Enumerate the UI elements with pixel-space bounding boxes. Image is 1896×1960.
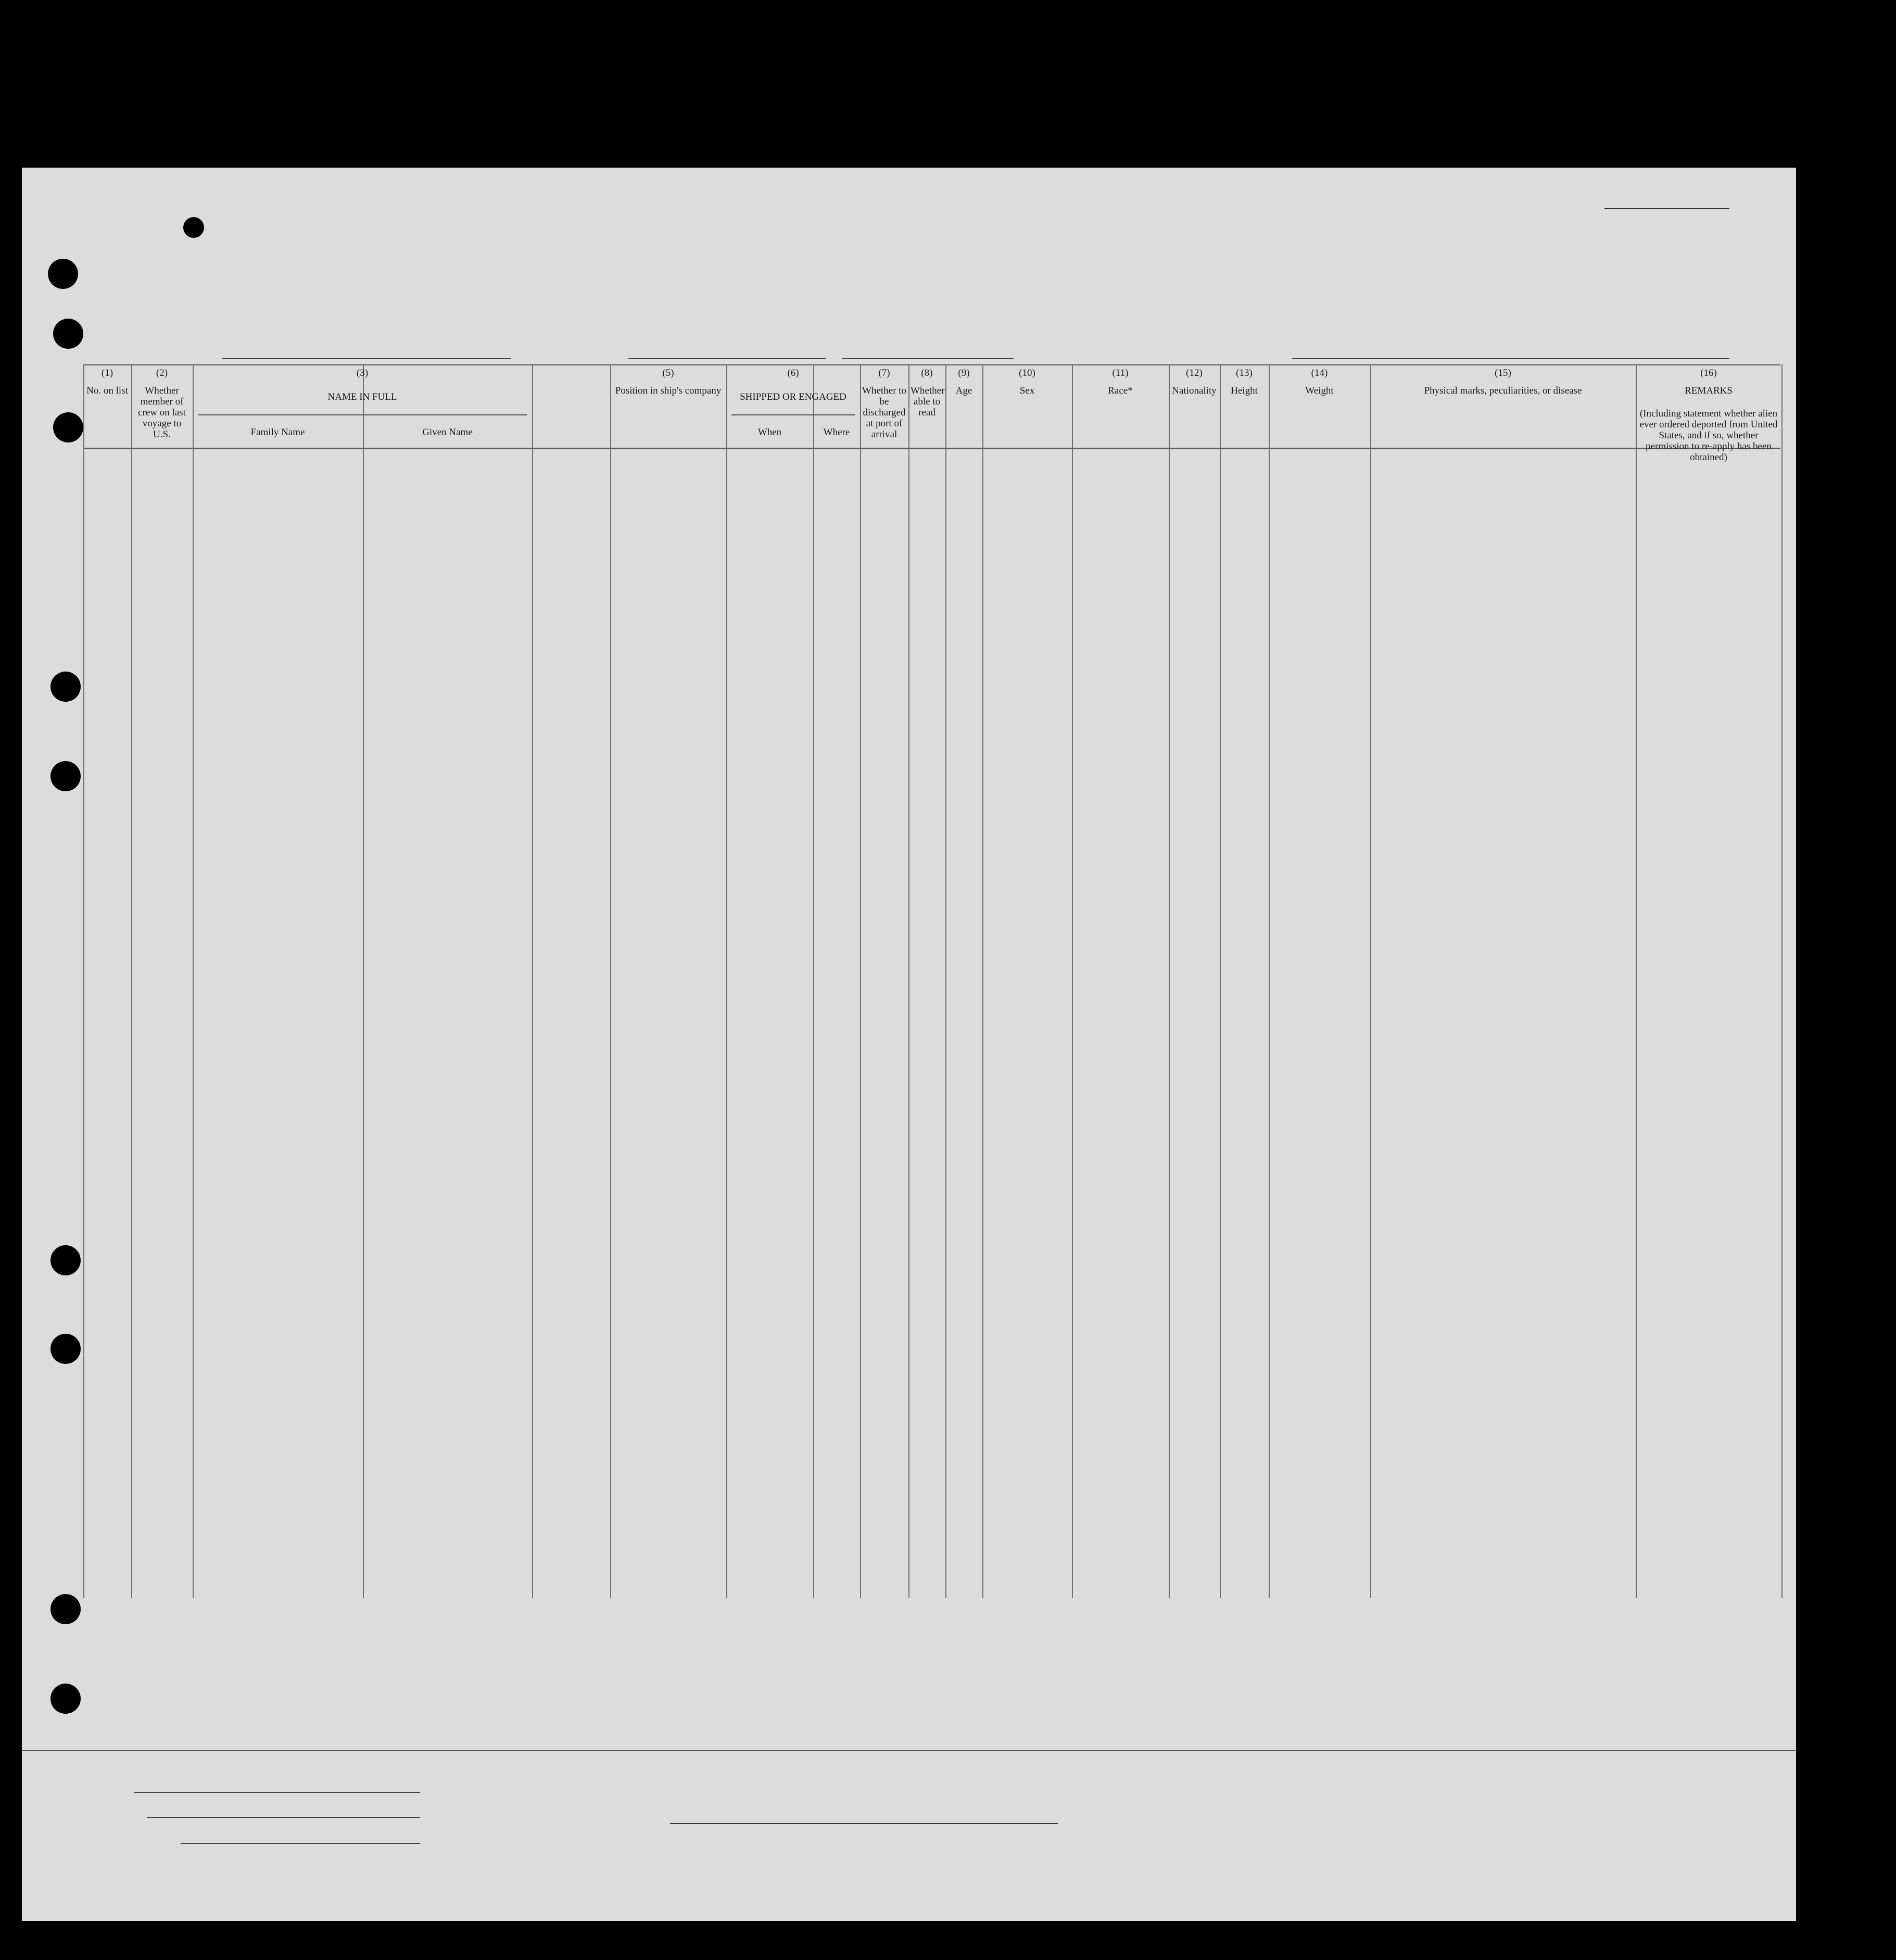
column-number: (14) [1311, 368, 1328, 378]
manifest-sheet [22, 168, 1796, 1921]
column-header: No. on list [86, 385, 128, 396]
from-underline [1292, 358, 1729, 359]
signature-line [670, 1823, 1058, 1824]
column-header: SHIPPED OR ENGAGED [740, 391, 846, 402]
agents-underline [181, 1843, 420, 1844]
punch-hole [53, 319, 83, 349]
column-header: Whether able to read [911, 385, 945, 418]
column-header: Height [1231, 385, 1258, 396]
month-underline [842, 358, 1014, 359]
column-header: REMARKS [1685, 385, 1733, 396]
column-rule [945, 364, 946, 1598]
subcolumn-header: Given Name [422, 427, 473, 438]
column-number: (15) [1495, 368, 1511, 378]
column-rule [1636, 364, 1637, 1598]
column-header: Nationality [1172, 385, 1217, 396]
column-rule [860, 364, 861, 1598]
column-header: Physical marks, peculiarities, or disease [1424, 385, 1582, 396]
column-rule [193, 364, 194, 1598]
column-rule [1781, 364, 1783, 1598]
column-rule [363, 364, 364, 1598]
column-header: Race* [1108, 385, 1133, 396]
column-rule [532, 364, 533, 1598]
column-number: (11) [1112, 368, 1129, 378]
header-bottom-rule [83, 448, 1780, 449]
column-header: Age [955, 385, 972, 396]
column-rule [610, 364, 611, 1598]
port-underline [628, 358, 826, 359]
subcolumn-header: Where [823, 427, 850, 438]
column-rule [982, 364, 983, 1598]
column-number: (12) [1186, 368, 1203, 378]
column-number: (3) [356, 368, 369, 378]
column-rule [908, 364, 909, 1598]
column-number: (9) [958, 368, 970, 378]
column-number: (8) [921, 368, 933, 378]
column-header: Whether to be discharged at port of arrival [862, 385, 906, 440]
column-header: Sex [1019, 385, 1035, 396]
column-rule [726, 364, 727, 1598]
column-number: (1) [101, 368, 113, 378]
column-rule [1370, 364, 1371, 1598]
column-number: (13) [1236, 368, 1253, 378]
punch-hole [48, 259, 78, 289]
column-header: Position in ship's company [615, 385, 722, 396]
subcolumn-header: Family Name [250, 427, 305, 438]
punch-hole [183, 217, 204, 238]
crew-table [22, 364, 1796, 1708]
header-divider [198, 414, 527, 415]
column-rule [83, 364, 84, 1598]
footer-rule [22, 1750, 1796, 1751]
table-top-rule [83, 364, 1780, 365]
column-header: NAME IN FULL [327, 391, 397, 402]
column-rule [1072, 364, 1073, 1598]
column-header: Whether member of crew on last voyage to U.S. [138, 385, 186, 440]
column-number: (16) [1700, 368, 1717, 378]
column-header: Weight [1305, 385, 1334, 396]
column-number: (5) [662, 368, 674, 378]
sheet-underline [1604, 208, 1729, 209]
column-number: (10) [1019, 368, 1035, 378]
line-underline [134, 1792, 420, 1793]
column-rule [1169, 364, 1170, 1598]
column-number: (6) [787, 368, 799, 378]
column-number: (7) [878, 368, 890, 378]
column-rule [131, 364, 132, 1598]
column-rule [813, 364, 814, 1598]
owners-underline [147, 1817, 420, 1818]
header-divider [731, 414, 855, 415]
vessel-underline [222, 358, 511, 359]
subcolumn-header: When [757, 427, 782, 438]
column-note: (Including statement whether alien ever ordered deported from United States, and if so, whether permission to re-apply has been obtained) [1639, 408, 1778, 463]
column-rule [1269, 364, 1270, 1598]
column-number: (2) [156, 368, 168, 378]
column-rule [1220, 364, 1221, 1598]
